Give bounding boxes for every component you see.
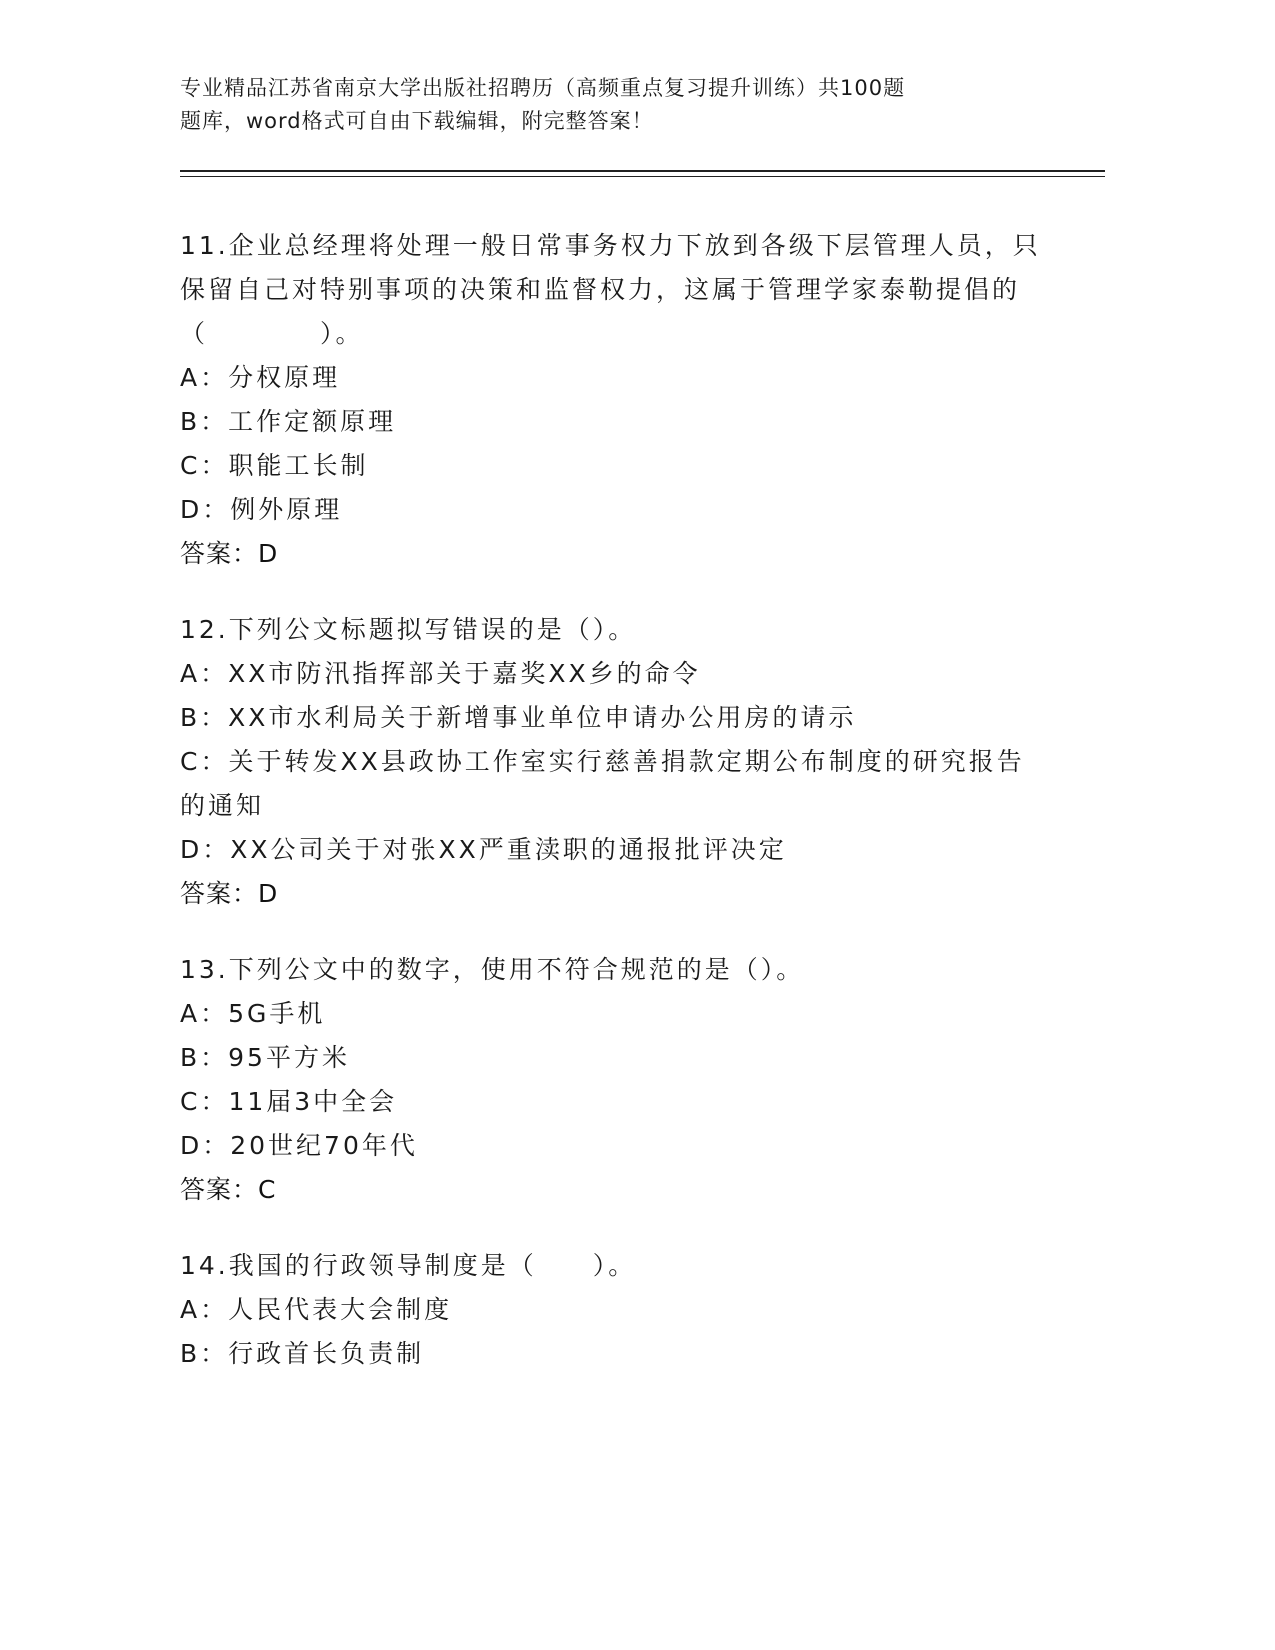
question-list (180, 224, 1040, 1408)
header-divider-thin (180, 176, 1105, 177)
option-c: C：11届3中全会 (180, 1087, 398, 1116)
option-b: B：XX市水利局关于新增事业单位申请办公用房的请示 (180, 703, 857, 732)
option-b: B：95平方米 (180, 1043, 350, 1072)
option-c-continued: 的通知 (180, 791, 265, 820)
header-line-2: 题库，word格式可自由下载编辑，附完整答案！ (180, 109, 654, 133)
option-d: D：例外原理 (180, 495, 343, 524)
option-b: B：行政首长负责制 (180, 1339, 425, 1368)
question-stem-line: 14.我国的行政领导制度是（ ）。 (180, 1251, 637, 1280)
question-stem-line: 11.企业总经理将处理一般日常事务权力下放到各级下层管理人员，只 (180, 231, 1041, 260)
header-line-1: 专业精品江苏省南京大学出版社招聘历（高频重点复习提升训练）共100题 (180, 76, 906, 100)
header-divider-thick (180, 170, 1105, 172)
question-stem-line: 12.下列公文标题拟写错误的是（）。 (180, 615, 637, 644)
option-c: C：职能工长制 (180, 451, 369, 480)
question-stem-line: 保留自己对特别事项的决策和监督权力，这属于管理学家泰勒提倡的 (180, 275, 1021, 304)
question-stem-line: 13.下列公文中的数字，使用不符合规范的是（）。 (180, 955, 805, 984)
question-13 (180, 948, 1040, 1212)
option-a: A：人民代表大会制度 (180, 1295, 453, 1324)
option-d: D：20世纪70年代 (180, 1131, 418, 1160)
option-c: C：关于转发XX县政协工作室实行慈善捐款定期公布制度的研究报告 (180, 747, 1025, 776)
question-14 (180, 1244, 1040, 1376)
option-a: A：XX市防汛指挥部关于嘉奖XX乡的命令 (180, 659, 701, 688)
document-header (180, 72, 1000, 138)
answer-line: 答案：D (180, 879, 279, 908)
option-a: A：5G手机 (180, 999, 326, 1028)
question-12 (180, 608, 1040, 916)
answer-line: 答案：D (180, 539, 279, 568)
question-11 (180, 224, 1040, 576)
option-a: A：分权原理 (180, 363, 341, 392)
option-b: B：工作定额原理 (180, 407, 397, 436)
question-stem-line: （ ）。 (180, 319, 364, 348)
answer-line: 答案：C (180, 1175, 277, 1204)
option-d: D：XX公司关于对张XX严重渎职的通报批评决定 (180, 835, 787, 864)
